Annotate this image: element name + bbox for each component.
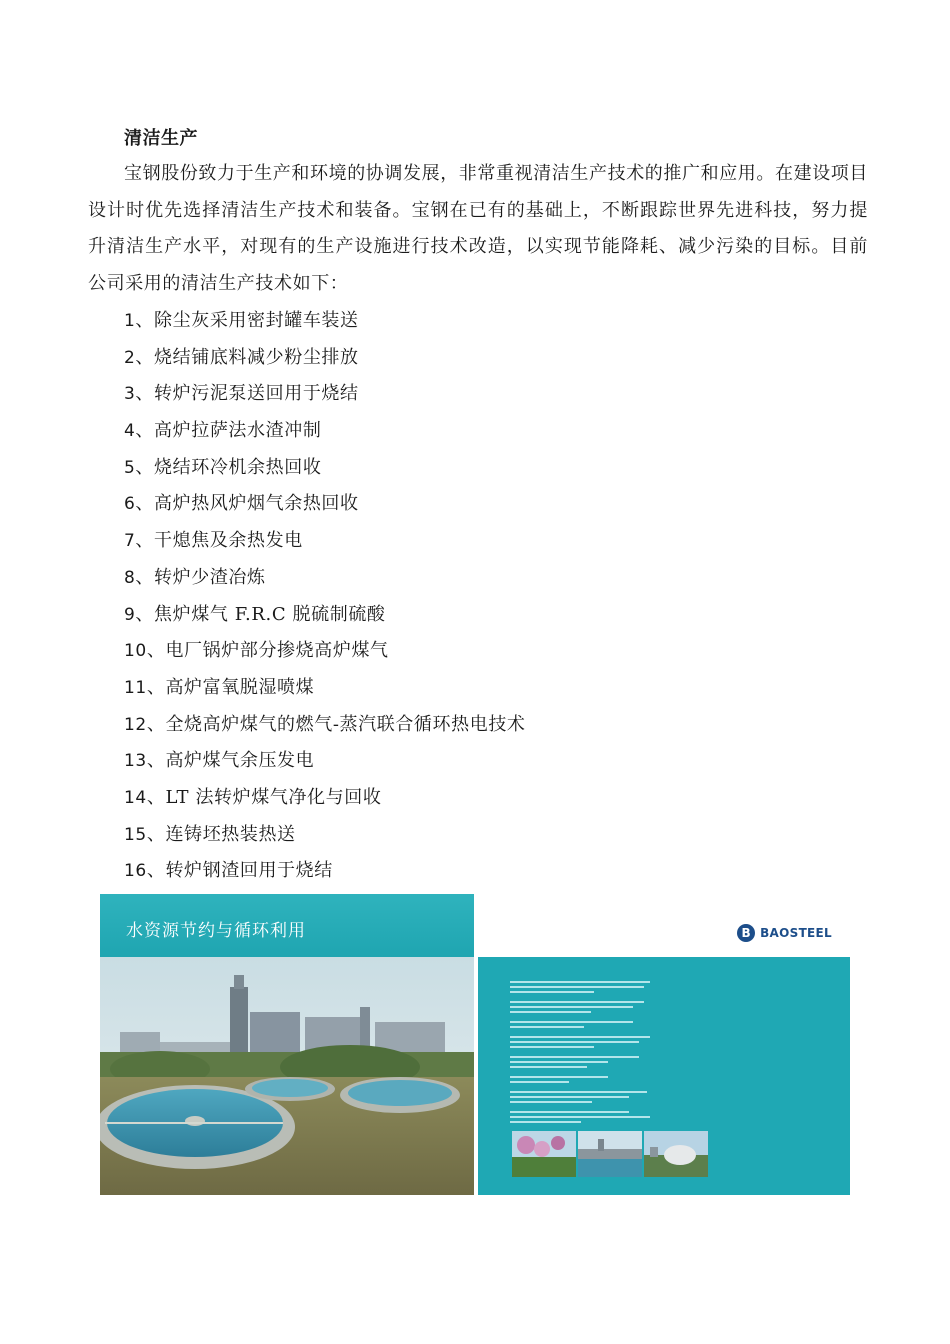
technology-item	[124, 670, 526, 707]
brochure-text-line	[510, 1076, 608, 1078]
technology-item	[124, 376, 526, 413]
technology-number: 12	[124, 714, 147, 735]
technology-text: 、转炉钢渣回用于烧结	[146, 860, 333, 882]
technology-item	[124, 743, 526, 780]
baosteel-logo-text: BAOSTEEL	[760, 926, 832, 940]
technology-item	[124, 817, 526, 854]
brochure-paragraph	[510, 1056, 650, 1068]
brochure-text-line	[510, 981, 650, 983]
brochure-text-line	[510, 1036, 650, 1038]
brochure-paragraph	[510, 1091, 650, 1103]
intro-paragraph: 宝钢股份致力于生产和环境的协调发展，非常重视清洁生产技术的推广和应用。在建设项目设计时优先选择清洁生产技术和装备。宝钢在已有的基础上，不断跟踪世界先进科技，努力提升清洁生产水平，对现有的生产设施进行技术改造，以实现节能降耗、减少污染的目标。目前公司采用的清洁生产技术如下：	[88, 163, 868, 294]
water-treatment-photo	[100, 957, 474, 1195]
technology-number: 1	[124, 311, 136, 331]
technology-text: 、烧结环冷机余热回收	[135, 456, 322, 478]
technology-text: 、LT 法转炉煤气净化与回收	[146, 786, 382, 808]
brochure-text-line	[510, 1001, 644, 1003]
technology-list	[124, 303, 526, 890]
technology-text: 、干熄焦及余热发电	[135, 530, 303, 552]
technology-item	[124, 780, 526, 817]
brochure-text-line	[510, 1026, 584, 1028]
brochure-paragraph	[510, 1076, 650, 1083]
technology-text: 、除尘灰采用密封罐车装送	[135, 310, 359, 331]
technology-item	[124, 707, 526, 744]
brochure-paragraph	[510, 981, 650, 993]
thumbnail-flowers	[512, 1131, 576, 1177]
brochure-text-line	[510, 1116, 650, 1118]
baosteel-logo-icon: B	[737, 924, 755, 942]
brochure-text-line	[510, 1066, 587, 1068]
technology-text: 、高炉拉萨法水渣冲制	[135, 420, 322, 442]
thumbnail-industrial-water	[578, 1131, 642, 1177]
brochure-paragraph	[510, 1001, 650, 1013]
technology-item	[124, 853, 526, 890]
technology-text: 、高炉热风炉烟气余热回收	[135, 493, 359, 515]
brochure-text-line	[510, 991, 594, 993]
brochure-right-panel	[478, 894, 850, 1195]
technology-item	[124, 633, 526, 670]
brochure-text-line	[510, 1111, 629, 1113]
technology-number: 4	[124, 421, 136, 442]
brochure-text-line	[510, 1046, 594, 1048]
brochure-text-line	[510, 1121, 581, 1123]
technology-number: 11	[124, 677, 147, 698]
brochure-text-line	[510, 1041, 639, 1043]
technology-number: 15	[124, 824, 147, 845]
technology-number: 3	[124, 384, 136, 405]
technology-text: 、全烧高炉煤气的燃气-蒸汽联合循环热电技术	[146, 713, 526, 735]
technology-text: 、电厂锅炉部分掺烧高炉煤气	[146, 640, 389, 662]
brochure-text-panel	[478, 957, 850, 1195]
brochure-text-line	[510, 986, 644, 988]
technology-item	[124, 486, 526, 523]
technology-item	[124, 597, 526, 634]
brochure-paragraph	[510, 1021, 650, 1028]
technology-item	[124, 560, 526, 597]
brochure-header-bar	[100, 894, 474, 957]
technology-item	[124, 523, 526, 560]
technology-number: 14	[124, 787, 147, 808]
brochure-thumbnails	[512, 1131, 708, 1177]
section-title: 清洁生产	[124, 128, 198, 149]
thumbnail-dome-plant	[644, 1131, 708, 1177]
technology-text: 、转炉少渣冶炼	[135, 566, 266, 588]
technology-number: 6	[124, 494, 136, 515]
brochure-body-text	[510, 981, 650, 1131]
technology-number: 13	[124, 751, 147, 772]
brochure-left-panel	[100, 894, 474, 1195]
brochure-text-line	[510, 1091, 647, 1093]
baosteel-logo	[737, 924, 832, 942]
technology-item	[124, 413, 526, 450]
brochure-text-line	[510, 1021, 633, 1023]
brochure-text-line	[510, 1101, 592, 1103]
brochure-header-title: 水资源节约与循环利用	[126, 921, 306, 941]
technology-number: 8	[124, 567, 136, 588]
brochure-text-line	[510, 1056, 639, 1058]
brochure-image	[100, 894, 850, 1195]
technology-item	[124, 340, 526, 377]
technology-text: 、高炉煤气余压发电	[146, 750, 315, 772]
technology-number: 9	[124, 604, 136, 625]
technology-item	[124, 450, 526, 487]
technology-text: 、烧结铺底料减少粉尘排放	[135, 346, 359, 368]
brochure-text-line	[510, 1081, 569, 1083]
technology-text: 、连铸坯热装热送	[146, 823, 296, 845]
technology-text: 、焦炉煤气 F.R.C 脱硫制硫酸	[135, 603, 386, 625]
brochure-paragraph	[510, 1036, 650, 1048]
technology-number: 7	[124, 531, 136, 552]
technology-number: 5	[124, 457, 136, 478]
technology-text: 、转炉污泥泵送回用于烧结	[135, 383, 359, 405]
brochure-text-line	[510, 1061, 608, 1063]
technology-number: 16	[124, 861, 147, 882]
brochure-text-line	[510, 1011, 591, 1013]
brochure-paragraph	[510, 1111, 650, 1123]
technology-item	[124, 303, 526, 340]
brochure-text-line	[510, 1006, 633, 1008]
technology-text: 、高炉富氧脱湿喷煤	[146, 676, 315, 698]
technology-number: 2	[124, 347, 136, 368]
technology-number: 10	[124, 641, 147, 662]
brochure-text-line	[510, 1096, 629, 1098]
